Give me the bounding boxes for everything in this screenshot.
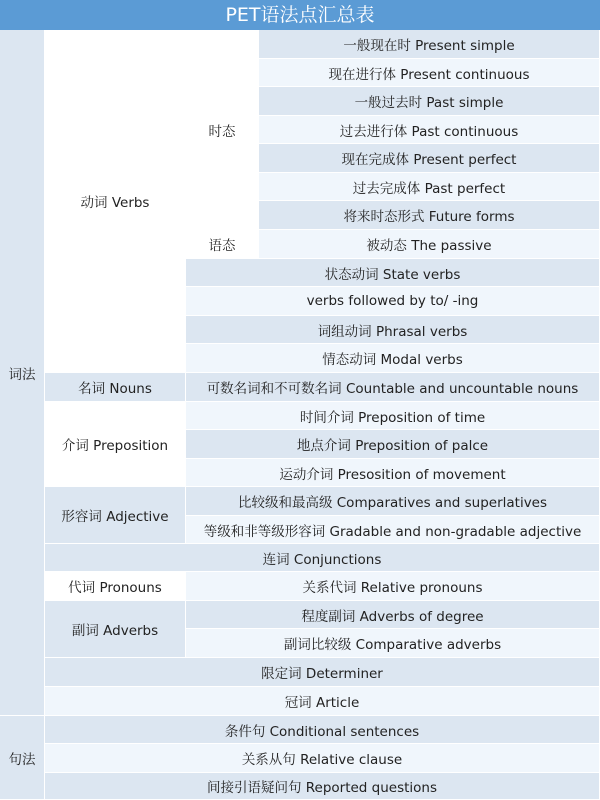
item-past-continuous: 过去进行体 Past continuous (259, 116, 600, 144)
group-pronouns: 代词 Pronouns (45, 572, 186, 601)
item-past-perfect: 过去完成体 Past perfect (259, 173, 600, 201)
table-title: PET语法点汇总表 (0, 0, 600, 30)
item-phrasal-verbs: 词组动词 Phrasal verbs (186, 316, 600, 344)
item-modal-verbs: 情态动词 Modal verbs (186, 344, 600, 373)
item-relative-pronouns: 关系代词 Relative pronouns (186, 572, 600, 601)
group-adverbs: 副词 Adverbs (45, 601, 186, 658)
item-gradable-adjective: 等级和非等级形容词 Gradable and non-gradable adjective (186, 516, 600, 544)
group-verbs: 动词 Verbs (45, 30, 186, 373)
item-preposition-place: 地点介词 Preposition of palce (186, 430, 600, 459)
item-comparatives: 比较级和最高级 Comparatives and superlatives (186, 487, 600, 516)
item-future-forms: 将来时态形式 Future forms (259, 201, 600, 230)
group-preposition: 介词 Preposition (45, 402, 186, 487)
item-article: 冠词 Article (45, 687, 600, 716)
item-adverbs-degree: 程度副词 Adverbs of degree (186, 601, 600, 629)
item-countable-nouns: 可数名词和不可数名词 Countable and uncountable nouns (186, 373, 600, 402)
category-jufa: 句法 (0, 716, 45, 800)
group-voice: 语态 (186, 230, 259, 259)
item-conjunctions: 连词 Conjunctions (45, 544, 600, 572)
item-conditional-sentences: 条件句 Conditional sentences (45, 716, 600, 744)
group-adjective: 形容词 Adjective (45, 487, 186, 544)
group-tense: 时态 (186, 30, 259, 230)
item-relative-clause: 关系从句 Relative clause (45, 744, 600, 773)
item-present-simple: 一般现在时 Present simple (259, 30, 600, 59)
item-verbs-followed-by: verbs followed by to/ -ing (186, 287, 600, 316)
item-state-verbs: 状态动词 State verbs (186, 259, 600, 287)
category-cifa: 词法 (0, 30, 45, 716)
item-preposition-movement: 运动介词 Presosition of movement (186, 459, 600, 487)
item-reported-questions: 间接引语疑问句 Reported questions (45, 773, 600, 800)
group-nouns: 名词 Nouns (45, 373, 186, 402)
item-preposition-time: 时间介词 Preposition of time (186, 402, 600, 430)
item-past-simple: 一般过去时 Past simple (259, 87, 600, 116)
item-present-continuous: 现在进行体 Present continuous (259, 59, 600, 87)
item-present-perfect: 现在完成体 Present perfect (259, 144, 600, 173)
item-comparative-adverbs: 副词比较级 Comparative adverbs (186, 629, 600, 658)
item-determiner: 限定词 Determiner (45, 658, 600, 687)
item-passive: 被动态 The passive (259, 230, 600, 259)
